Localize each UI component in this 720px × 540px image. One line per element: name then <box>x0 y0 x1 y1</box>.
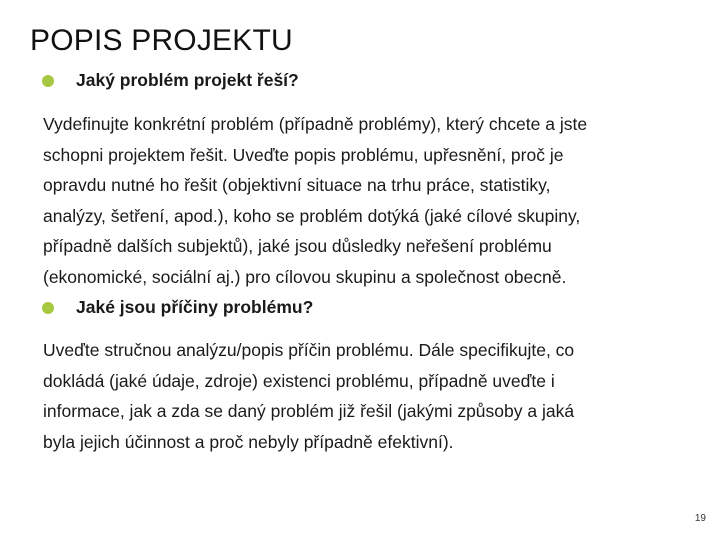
bullet-heading: Jaký problém projekt řeší? <box>76 70 299 90</box>
paragraph-line: (ekonomické, sociální aj.) pro cílovou skupinu a společnost obecně. <box>43 266 567 287</box>
bullet-item-problem <box>42 70 299 91</box>
bullet-dot-icon <box>42 75 54 87</box>
page-number: 19 <box>694 513 706 524</box>
paragraph-line: byla jejich účinnost a proč nebyly případně efektivní). <box>43 431 454 452</box>
bullet-item-causes <box>42 297 313 318</box>
paragraph-line: analýzy, šetření, apod.), koho se problém dotýká (jaké cílové skupiny, <box>43 205 581 226</box>
paragraph-line: opravdu nutné ho řešit (objektivní situace na trhu práce, statistiky, <box>43 175 551 195</box>
bullet-dot-icon <box>42 302 54 314</box>
paragraph-line: informace, jak a zda se daný problém již řešil (jakými způsoby a jaká <box>43 401 575 421</box>
paragraph-line: dokládá (jaké údaje, zdroje) existenci problému, případně uveďte i <box>43 370 555 391</box>
paragraph-line: Vydefinujte konkrétní problém (případně problémy), který chcete a jste <box>43 114 588 134</box>
paragraph-line: Uveďte stručnou analýzu/popis příčin problému. Dále specifikujte, co <box>43 340 575 360</box>
paragraph-line: schopni projektem řešit. Uveďte popis problému, upřesnění, proč je <box>43 144 564 165</box>
paragraph-problem <box>43 109 703 292</box>
bullet-heading: Jaké jsou příčiny problému? <box>76 297 314 317</box>
paragraph-line: případně dalších subjektů), jaké jsou důsledky neřešení problému <box>43 236 552 256</box>
paragraph-causes <box>43 335 703 457</box>
slide-title: POPIS PROJEKTU <box>30 24 293 57</box>
